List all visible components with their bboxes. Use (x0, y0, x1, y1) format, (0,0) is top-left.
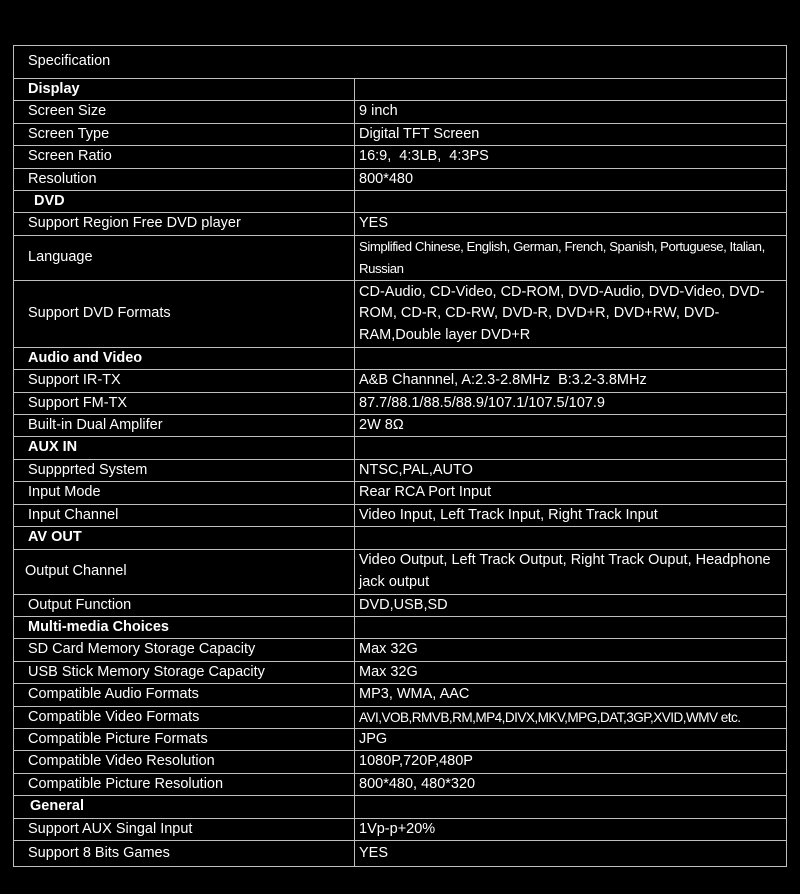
table-row (14, 504, 787, 526)
table-row (14, 728, 787, 750)
spec-label: Screen Size (14, 101, 355, 123)
section-heading-value-empty (355, 347, 787, 369)
spec-label: Support DVD Formats (14, 280, 355, 347)
section-heading-value-empty (355, 437, 787, 459)
spec-label: Screen Type (14, 123, 355, 145)
spec-label: SD Card Memory Storage Capacity (14, 639, 355, 661)
section-heading-value-empty (355, 79, 787, 101)
spec-label: Support FM-TX (14, 392, 355, 414)
table-row (14, 459, 787, 481)
spec-label: Support 8 Bits Games (14, 840, 355, 866)
section-row-general (14, 796, 787, 818)
table-title-row (14, 46, 787, 79)
spec-value: 87.7/88.1/88.5/88.9/107.1/107.5/107.9 (355, 392, 787, 414)
spec-label: Compatible Picture Resolution (14, 773, 355, 795)
section-heading-value-empty (355, 191, 787, 213)
spec-value: Video Output, Left Track Output, Right Track Ouput, Headphone jack output (355, 549, 787, 594)
spec-label: Language (14, 235, 355, 280)
section-heading: AUX IN (14, 437, 355, 459)
spec-label: Output Channel (14, 549, 355, 594)
section-row-multimedia (14, 616, 787, 638)
spec-value: Max 32G (355, 661, 787, 683)
spec-value: Simplified Chinese, English, German, French, Spanish, Portuguese, Italian, Russian (355, 235, 787, 280)
spec-label: Screen Ratio (14, 146, 355, 168)
table-row (14, 751, 787, 773)
section-heading: AV OUT (14, 527, 355, 549)
table-row (14, 392, 787, 414)
table-row (14, 370, 787, 392)
table-row (14, 661, 787, 683)
table-row (14, 639, 787, 661)
table-title: Specification (14, 46, 787, 79)
table-row (14, 818, 787, 840)
section-row-audio-video (14, 347, 787, 369)
section-heading-value-empty (355, 527, 787, 549)
spec-value: JPG (355, 728, 787, 750)
spec-label: Compatible Picture Formats (14, 728, 355, 750)
spec-value: Video Input, Left Track Input, Right Track Input (355, 504, 787, 526)
section-heading: Audio and Video (14, 347, 355, 369)
table-row (14, 101, 787, 123)
spec-label: Suppprted System (14, 459, 355, 481)
spec-label: Compatible Video Formats (14, 706, 355, 728)
spec-label: Support AUX Singal Input (14, 818, 355, 840)
section-row-av-out (14, 527, 787, 549)
spec-label: Input Channel (14, 504, 355, 526)
table-row (14, 706, 787, 728)
spec-label: Support IR-TX (14, 370, 355, 392)
section-heading-value-empty (355, 796, 787, 818)
table-row (14, 594, 787, 616)
spec-value: Digital TFT Screen (355, 123, 787, 145)
section-row-dvd (14, 191, 787, 213)
spec-value: Max 32G (355, 639, 787, 661)
spec-value: 16:9, 4:3LB, 4:3PS (355, 146, 787, 168)
spec-value: 1Vp-p+20% (355, 818, 787, 840)
spec-value: YES (355, 213, 787, 235)
table-row (14, 146, 787, 168)
table-row (14, 684, 787, 706)
spec-label: Input Mode (14, 482, 355, 504)
table-row (14, 235, 787, 280)
table-row (14, 123, 787, 145)
spec-label: Compatible Video Resolution (14, 751, 355, 773)
spec-label: Built-in Dual Amplifer (14, 415, 355, 437)
spec-value: 800*480 (355, 168, 787, 190)
table-row (14, 280, 787, 347)
section-heading: DVD (14, 191, 355, 213)
section-heading: Display (14, 79, 355, 101)
spec-label: Resolution (14, 168, 355, 190)
table-row (14, 482, 787, 504)
section-heading: Multi-media Choices (14, 616, 355, 638)
spec-label: Compatible Audio Formats (14, 684, 355, 706)
spec-value: AVI,VOB,RMVB,RM,MP4,DIVX,MKV,MPG,DAT,3GP,XVID,WMV etc. (355, 706, 787, 728)
table-row (14, 840, 787, 866)
spec-value: Rear RCA Port Input (355, 482, 787, 504)
spec-value: 1080P,720P,480P (355, 751, 787, 773)
specification-table (13, 45, 787, 867)
spec-value: NTSC,PAL,AUTO (355, 459, 787, 481)
spec-value: 800*480, 480*320 (355, 773, 787, 795)
spec-value: DVD,USB,SD (355, 594, 787, 616)
spec-value: CD-Audio, CD-Video, CD-ROM, DVD-Audio, DVD-Video, DVD-ROM, CD-R, CD-RW, DVD-R, DVD+R, DVD+RW, DVD-RAM,Double layer DVD+R (355, 280, 787, 347)
section-heading-value-empty (355, 616, 787, 638)
table-row (14, 549, 787, 594)
section-row-aux-in (14, 437, 787, 459)
spec-label: USB Stick Memory Storage Capacity (14, 661, 355, 683)
table-row (14, 213, 787, 235)
spec-value: MP3, WMA, AAC (355, 684, 787, 706)
table-row (14, 415, 787, 437)
spec-value: A&B Channnel, A:2.3-2.8MHz B:3.2-3.8MHz (355, 370, 787, 392)
spec-label: Support Region Free DVD player (14, 213, 355, 235)
spec-value: 2W 8Ω (355, 415, 787, 437)
spec-value: YES (355, 840, 787, 866)
table-row (14, 773, 787, 795)
section-heading: General (14, 796, 355, 818)
section-row-display (14, 79, 787, 101)
spec-label: Output Function (14, 594, 355, 616)
spec-value: 9 inch (355, 101, 787, 123)
table-row (14, 168, 787, 190)
